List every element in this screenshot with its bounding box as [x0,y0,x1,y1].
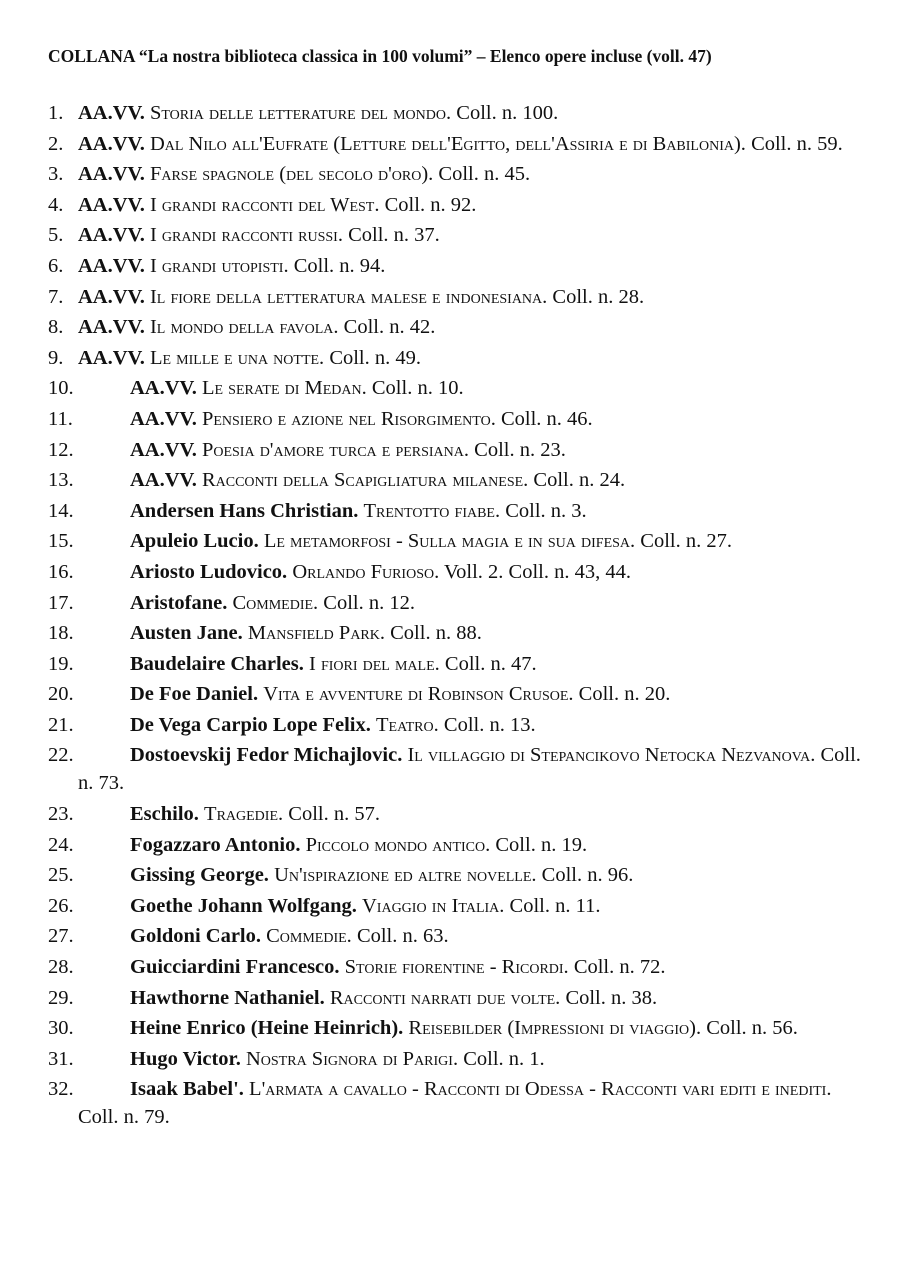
item-author: Hugo Victor. [130,1047,241,1070]
list-item [48,680,875,708]
item-number: 29. [48,986,74,1009]
item-collection-number: Coll. n. 27. [640,530,732,553]
item-author: AA.VV. [78,346,145,369]
list-item [48,221,875,249]
item-author: AA.VV. [78,316,145,339]
item-number: 13. [48,469,74,492]
item-author: Apuleio Lucio. [130,530,259,553]
item-number: 3. [48,163,64,186]
item-number: 28. [48,956,74,979]
list-item [48,619,875,647]
item-title: L'armata a cavallo - Racconti di Odessa - Racconti vari editi e inediti. [249,1078,832,1101]
item-number: 21. [48,713,74,736]
item-author: Hawthorne Nathaniel. [130,986,325,1009]
item-collection-number: Coll. n. 19. [495,833,588,856]
item-title: Piccolo mondo antico. [305,833,491,856]
item-number: 1. [48,102,64,124]
item-collection-number: Coll. n. 79. [78,1106,170,1129]
item-title: I grandi utopisti. [149,254,289,277]
item-title: Teatro. [376,713,439,736]
item-number: 26. [48,894,74,917]
item-collection-number: Coll. n. 49. [329,346,422,369]
item-title: Viaggio in Italia. [362,894,505,917]
item-author: Fogazzaro Antonio. [130,833,301,856]
list-item [48,892,875,920]
item-number: 18. [48,622,74,645]
item-number: 4. [48,193,64,216]
item-collection-number: Coll. n. 57. [288,803,380,826]
item-author: Guicciardini Francesco. [130,956,340,979]
item-collection-number: Coll. n. 47. [444,652,537,675]
list-item [48,800,875,828]
item-number: 11. [48,407,73,430]
item-collection-number: Coll. n. 3. [505,499,587,522]
item-number: 9. [48,346,64,369]
item-collection-number: Coll. n. 96. [541,864,634,887]
item-collection-number: Coll. n. 73. [78,744,861,795]
item-title: I grandi racconti russi. [149,224,343,247]
list-item [48,160,875,188]
list-item [48,130,875,158]
item-author: Heine Enrico (Heine Heinrich). [130,1017,404,1040]
item-title: Le mille e una notte. [149,346,325,369]
list-item [48,344,875,372]
item-number: 32. [48,1078,74,1101]
item-number: 23. [48,803,74,826]
document-heading: COLLANA “La nostra biblioteca classica in 100 volumi” – Elenco opere incluse (voll. 47) [48,46,712,66]
item-title: Racconti della Scapigliatura milanese. [201,469,529,492]
item-author: Goethe Johann Wolfgang. [130,894,357,917]
list-item [48,436,875,464]
item-number: 25. [48,864,74,887]
item-author: AA.VV. [78,163,145,186]
item-number: 8. [48,316,64,339]
item-title: Vita e avventure di Robinson Crusoe. [263,683,574,706]
list-item [48,831,875,859]
item-collection-number: Coll. n. 24. [533,469,626,492]
list-item [48,252,875,280]
item-title: Le metamorfosi - Sulla magia e in sua difesa. [263,530,636,553]
list-item [48,466,875,494]
item-title: Il fiore della letteratura malese e indonesiana. [149,285,548,308]
item-collection-number: Coll. n. 63. [356,925,449,948]
item-collection-number: Coll. n. 45. [438,163,531,186]
list-item [48,1075,875,1131]
item-number: 31. [48,1047,74,1070]
item-author: Goldoni Carlo. [130,925,261,948]
list-item [48,711,875,739]
item-collection-number: Coll. n. 38. [565,986,658,1009]
item-number: 15. [48,530,74,553]
item-author: AA.VV. [130,377,197,400]
item-author: De Foe Daniel. [130,683,259,706]
item-title: Commedie. [232,591,319,614]
item-number: 20. [48,683,74,706]
list-item [48,527,875,555]
item-title: Storie fiorentine - Ricordi. [344,956,569,979]
item-title: Racconti narrati due volte. [329,986,561,1009]
item-author: Andersen Hans Christian. [130,499,359,522]
item-author: AA.VV. [78,102,145,124]
item-title: Tragedie. [204,803,284,826]
list-item [48,953,875,981]
item-title: Commedie. [266,925,352,948]
item-author: Eschilo. [130,803,199,826]
item-title: Il mondo della favola. [149,316,339,339]
item-collection-number: Coll. n. 72. [573,956,666,979]
item-author: AA.VV. [78,224,145,247]
item-title: Dal Nilo all'Eufrate (Letture dell'Egitto, dell'Assiria e di Babilonia). [149,132,746,155]
item-title: Reisebilder (Impressioni di viaggio). [408,1017,702,1040]
works-list [48,99,875,1131]
item-collection-number: Coll. n. 28. [552,285,645,308]
item-author: Aristofane. [130,591,228,614]
item-author: De Vega Carpio Lope Felix. [130,713,371,736]
item-number: 7. [48,285,64,308]
item-number: 16. [48,560,74,583]
list-item [48,313,875,341]
item-collection-number: Coll. n. 11. [509,894,601,917]
list-item [48,589,875,617]
item-author: AA.VV. [130,469,197,492]
list-item [48,558,875,586]
item-collection-number: Coll. n. 10. [371,377,464,400]
item-number: 19. [48,652,74,675]
item-title: Farse spagnole (del secolo d'oro). [149,163,434,186]
list-item [48,861,875,889]
item-title: Il villaggio di Stepancikovo Netocka Nezvanova. [407,744,816,767]
item-title: Un'ispirazione ed altre novelle. [274,864,537,887]
item-author: AA.VV. [78,132,145,155]
item-author: Isaak Babel'. [130,1078,244,1101]
item-title: I fiori del male. [309,652,440,675]
item-collection-number: Voll. 2. Coll. n. 43, 44. [443,560,631,583]
item-author: AA.VV. [78,193,145,216]
item-collection-number: Coll. n. 1. [463,1047,545,1070]
list-item [48,1014,875,1042]
item-author: Gissing George. [130,864,269,887]
item-collection-number: Coll. n. 56. [706,1017,798,1040]
item-collection-number: Coll. n. 23. [474,438,566,461]
item-author: Ariosto Ludovico. [130,560,288,583]
item-number: 22. [48,744,74,767]
item-title: Nostra Signora di Parigi. [245,1047,459,1070]
item-number: 10. [48,377,74,400]
list-item [48,741,875,797]
item-title: Trentotto fiabe. [363,499,501,522]
item-title: Pensiero e azione nel Risorgimento. [201,407,496,430]
item-number: 14. [48,499,74,522]
list-item [48,650,875,678]
list-item [48,984,875,1012]
item-collection-number: Coll. n. 100. [456,102,559,124]
list-item [48,191,875,219]
item-collection-number: Coll. n. 46. [500,407,593,430]
list-item [48,283,875,311]
item-number: 24. [48,833,74,856]
item-author: Baudelaire Charles. [130,652,304,675]
item-collection-number: Coll. n. 94. [293,254,386,277]
item-title: Storia delle letterature del mondo. [149,102,452,124]
item-collection-number: Coll. n. 12. [323,591,415,614]
item-number: 5. [48,224,64,247]
list-item [48,405,875,433]
item-author: AA.VV. [78,285,145,308]
item-title: Mansfield Park. [247,622,385,645]
item-author: AA.VV. [130,407,197,430]
item-number: 6. [48,254,64,277]
item-collection-number: Coll. n. 20. [578,683,671,706]
item-collection-number: Coll. n. 92. [384,193,477,216]
item-author: AA.VV. [130,438,197,461]
item-title: Orlando Furioso. [292,560,440,583]
item-title: I grandi racconti del West. [149,193,380,216]
item-number: 12. [48,438,74,461]
list-item [48,374,875,402]
list-item [48,922,875,950]
item-number: 17. [48,591,74,614]
item-author: AA.VV. [78,254,145,277]
item-author: Dostoevskij Fedor Michajlovic. [130,744,403,767]
item-collection-number: Coll. n. 37. [348,224,440,247]
list-item [48,1045,875,1073]
item-number: 30. [48,1017,74,1040]
item-number: 2. [48,132,64,155]
list-item [48,99,875,127]
item-collection-number: Coll. n. 88. [390,622,482,645]
item-title: Le serate di Medan. [201,377,367,400]
item-collection-number: Coll. n. 59. [751,132,843,155]
item-title: Poesia d'amore turca e persiana. [201,438,470,461]
item-author: Austen Jane. [130,622,243,645]
item-collection-number: Coll. n. 13. [443,713,536,736]
list-item [48,497,875,525]
item-collection-number: Coll. n. 42. [343,316,436,339]
item-number: 27. [48,925,74,948]
